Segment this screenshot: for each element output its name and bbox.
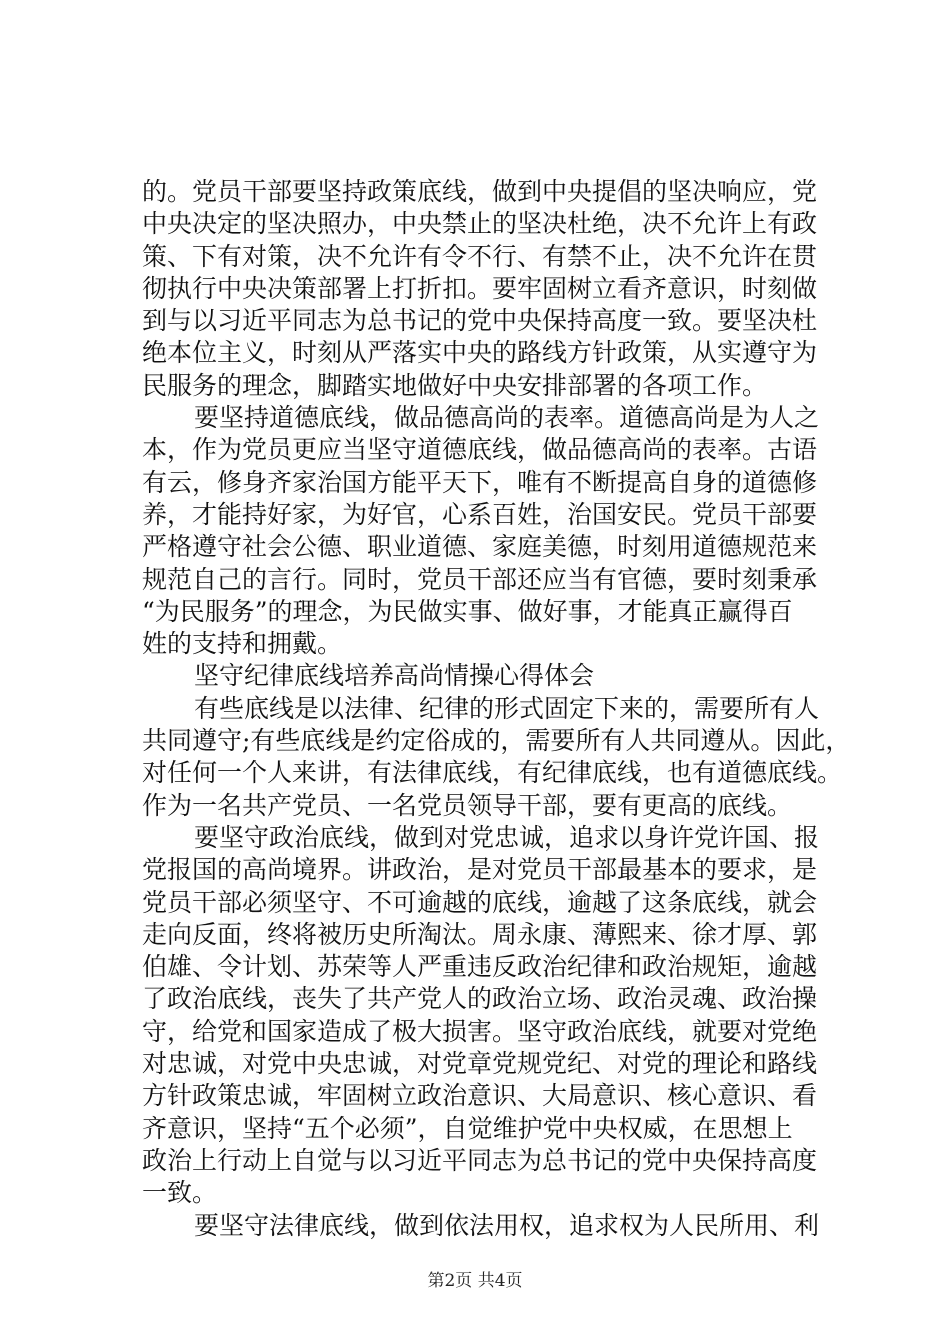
paragraph: [142, 693, 851, 822]
text-line: 民服务的理念，脚踏实地做好中央安排部署的各项工作。: [142, 370, 768, 400]
text-line: 共同遵守;有些底线是约定俗成的，需要所有人共同遵从。因此，: [142, 726, 851, 756]
document-body: [142, 176, 851, 1242]
text-line: 绝本位主义，时刻从严落实中央的路线方针政策，从实遵守为: [142, 338, 818, 368]
text-line: 要坚持道德底线，做品德高尚的表率。道德高尚是为人之: [194, 403, 820, 433]
paragraph: [142, 660, 832, 692]
text-line: 政治上行动上自觉与以习近平同志为总书记的党中央保持高度: [142, 1145, 818, 1175]
text-line: 严格遵守社会公德、职业道德、家庭美德，时刻用道德规范来: [142, 532, 818, 562]
text-line: 彻执行中央决策部署上打折扣。要牢固树立看齐意识，时刻做: [142, 273, 818, 303]
text-line: 走向反面，终将被历史所淘汰。周永康、薄熙来、徐才厚、郭: [142, 919, 818, 949]
paragraph: [142, 822, 832, 1210]
paragraph: [142, 402, 832, 660]
text-line: 守，给党和国家造成了极大损害。坚守政治底线，就要对党绝: [142, 1016, 818, 1046]
text-line: 的。党员干部要坚持政策底线，做到中央提倡的坚决响应，党: [142, 177, 818, 206]
text-line: 中央决定的坚决照办，中央禁止的坚决杜绝，决不允许上有政: [142, 209, 818, 239]
text-line: 姓的支持和拥戴。: [142, 629, 343, 659]
text-line: 有云，修身齐家治国方能平天下，唯有不断提高自身的道德修: [142, 467, 818, 497]
text-line: 本，作为党员更应当坚守道德底线，做品德高尚的表率。古语: [142, 435, 818, 465]
paragraph: [142, 176, 832, 402]
text-line: 要坚守政治底线，做到对党忠诚，追求以身许党许国、报: [194, 822, 820, 852]
text-line: 养，才能持好家，为好官，心系百姓，治国安民。党员干部要: [142, 499, 818, 529]
text-line: 到与以习近平同志为总书记的党中央保持高度一致。要坚决杜: [142, 306, 818, 336]
text-line: “为民服务”的理念，为民做实事、做好事，才能真正赢得百: [142, 596, 793, 626]
text-line: 党报国的高尚境界。讲政治，是对党员干部最基本的要求，是: [142, 855, 818, 885]
text-line: 要坚守法律底线，做到依法用权，追求权为人民所用、利: [194, 1210, 820, 1240]
text-line: 伯雄、令计划、苏荣等人严重违反政治纪律和政治规矩，逾越: [142, 952, 818, 982]
text-line: 有些底线是以法律、纪律的形式固定下来的，需要所有人: [194, 693, 820, 723]
page-footer: 第2页 共4页: [427, 1271, 523, 1291]
text-line: 策、下有对策，决不允许有令不行、有禁不止，决不允许在贯: [142, 241, 818, 271]
text-line: 坚守纪律底线培养高尚情操心得体会: [194, 661, 595, 691]
text-line: 了政治底线，丧失了共产党人的政治立场、政治灵魂、政治操: [142, 984, 818, 1014]
text-line: 作为一名共产党员、一名党员领导干部，要有更高的底线。: [142, 790, 793, 820]
text-line: 一致。: [142, 1178, 218, 1208]
text-line: 党员干部必须坚守、不可逾越的底线，逾越了这条底线，就会: [142, 887, 818, 917]
text-line: 对任何一个人来讲，有法律底线，有纪律底线，也有道德底线。: [142, 758, 843, 788]
text-line: 齐意识，坚持“五个必须”，自觉维护党中央权威，在思想上: [142, 1113, 793, 1143]
text-line: 规范自己的言行。同时，党员干部还应当有官德，要时刻秉承: [142, 564, 818, 594]
paragraph: [142, 1210, 832, 1242]
text-line: 方针政策忠诚，牢固树立政治意识、大局意识、核心意识、看: [142, 1081, 818, 1111]
text-line: 对忠诚，对党中央忠诚，对党章党规党纪、对党的理论和路线: [142, 1049, 818, 1079]
